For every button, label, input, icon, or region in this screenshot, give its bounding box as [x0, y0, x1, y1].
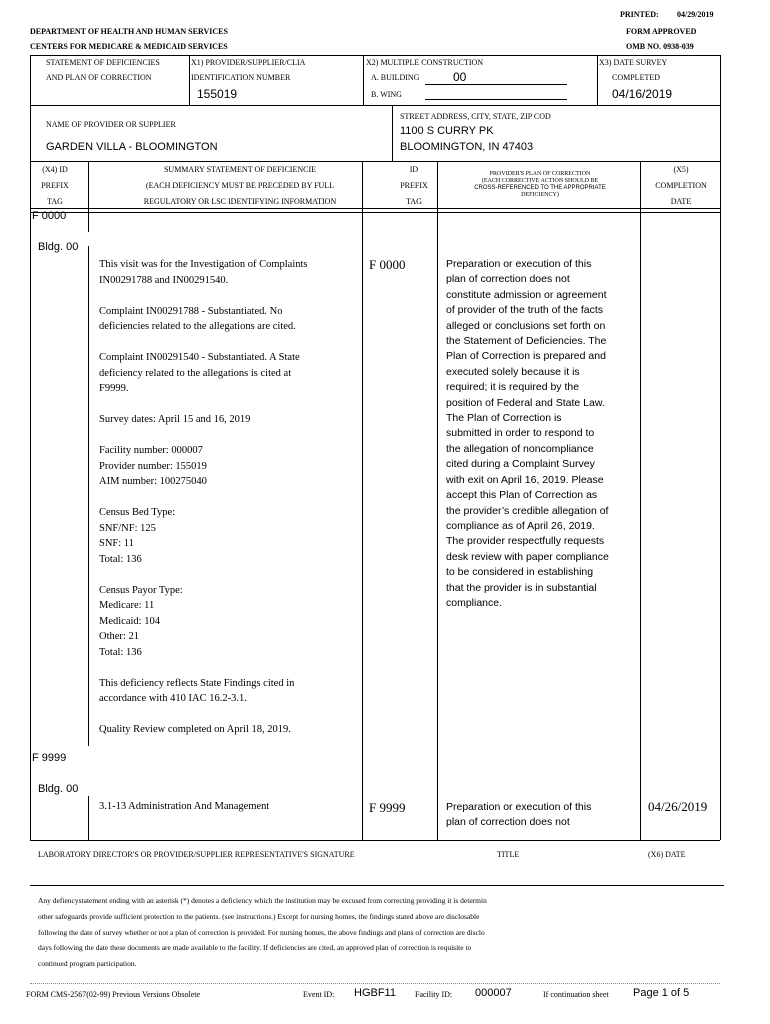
plan-of-correction-label: AND PLAN OF CORRECTION [46, 73, 152, 82]
event-id-label: Event ID: [303, 990, 335, 999]
summary-header: SUMMARY STATEMENT OF DEFICIENCIE [163, 165, 317, 174]
building-label: A. BUILDING [371, 73, 420, 82]
entry2-id-tag: F 9999 [369, 800, 406, 815]
x6-date-label: (X6) DATE [648, 850, 686, 859]
continuation-label: If continuation sheet [543, 990, 609, 999]
entry2-plan-of-correction: Preparation or execution of this plan of correction does not [446, 801, 592, 829]
x5-header: (X5) [673, 165, 689, 174]
provider-name-label: NAME OF PROVIDER OR SUPPLIER [46, 120, 176, 129]
building-value: 00 [453, 70, 467, 84]
poc-header-1: PROVIDER'S PLAN OF CORRECTION [489, 171, 591, 177]
summary-header-2: (EACH DEFICIENCY MUST BE PRECEDED BY FULL [145, 181, 335, 190]
summary-header-3: REGULATORY OR LSC IDENTIFYING INFORMATION [143, 197, 337, 206]
poc-header-3: CROSS-REFERENCED TO THE APPROPRIATE [474, 185, 606, 191]
identification-number-label: IDENTIFICATION NUMBER [191, 73, 291, 82]
id-tag-header: TAG [406, 197, 422, 206]
printed-date: 04/29/2019 [677, 10, 714, 19]
footnote: Any defiencystatement ending with an asterisk (*) denotes a deficiency which the institution may be excused from correcting providing it is determin other safeguards provide sufficient protection to the patients. (see instructions.) Except for nursing homes, the findings stated above are disclosable following the date of survey whether or not a plan of correction is provided. For nursing homes, the above findings and plans of correction are disclo days following the date these documents are made available to the facility. If deficiencies are cited, an approved plan of correction is requisite to continued program participation. [38, 896, 487, 969]
facility-id-label: Facility ID: [415, 990, 453, 999]
x4-header: (X4) ID [42, 165, 68, 174]
completed-label: COMPLETED [612, 73, 660, 82]
entry1-plan-of-correction: Preparation or execution of this plan of correction does not constitute admission or agreement of provider of the truth of the facts alleged or conclusions set forth on the Statement of Deficiencies. The Plan of Correction is prepared and executed solely because it is required; it is required by the position of Federal and State Law. The Plan of Correction is submitted in order to respond to the allegation of noncompliance cited during a Complaint Survey with exit on April 16, 2019. Please accept this Plan of Correction as the provider’s credible allegation of compliance as of April 26, 2019. The provider respectfully requests desk review with paper compliance to be considered in establishing that the provider is in substantial compliance. [446, 258, 609, 609]
address-line2: BLOOMINGTON, IN 47403 [400, 141, 534, 153]
poc-header-4: DEFICIENCY) [521, 192, 559, 198]
provider-id-value: 155019 [197, 87, 238, 101]
department-line: DEPARTMENT OF HEALTH AND HUMAN SERVICES [30, 27, 228, 36]
x3-label: X3) DATE SURVEY [599, 58, 668, 67]
poc-header [440, 171, 640, 199]
survey-completed-date: 04/16/2019 [612, 87, 673, 101]
entry1-building: Bldg. 00 [38, 241, 79, 253]
id-header: ID [409, 165, 419, 174]
address-line1: 1100 S CURRY PK [400, 125, 494, 137]
omb-number: OMB NO. 0938-039 [626, 42, 694, 51]
title-label: TITLE [497, 850, 520, 859]
signature-label: LABORATORY DIRECTOR'S OR PROVIDER/SUPPLIER REPRESENTATIVE'S SIGNATURE [38, 850, 355, 859]
date-header: DATE [670, 197, 692, 206]
completion-header: COMPLETION [655, 181, 707, 190]
entry2-summary: 3.1-13 Administration And Management [99, 801, 270, 812]
x2-label: X2) MULTIPLE CONSTRUCTION [366, 58, 484, 67]
wing-label: B. WING [371, 90, 402, 99]
entry1-tag: F 0000 [32, 210, 67, 222]
form-number: FORM CMS-2567(02-99) Previous Versions Obsolete [26, 990, 201, 999]
x4-tag-header: TAG [47, 197, 63, 206]
page-indicator: Page 1 of 5 [633, 987, 690, 999]
statement-label: STATEMENT OF DEFICIENCIES [46, 58, 160, 67]
id-prefix-header: PREFIX [400, 181, 428, 190]
entry2-tag: F 9999 [32, 752, 67, 764]
entry2-completion-date: 04/26/2019 [648, 799, 708, 814]
footnote-divider [30, 983, 720, 984]
entry1-summary: This visit was for the Investigation of Complaints IN00291788 and IN00291540. Complaint IN00291788 - Substantiated. No deficiencies related to the allegations are cited. Complaint IN00291540 - Substantiated. A State deficiency related to the allegations is cited at F9999. Survey dates: April 15 and 16, 2019 Facility number: 000007 Provider number: 155019 AIM number: 100275040 Census Bed Type: SNF/NF: 125 SNF: 11 Total: 136 Census Payor Type: Medicare: 11 Medicaid: 104 Other: 21 Total: 136 This deficiency reflects State Findings cited in accordance with 410 IAC 16.2-3.1. Quality Review completed on April 18, 2019. [99, 259, 308, 735]
entry1-id-tag: F 0000 [369, 257, 406, 272]
form-approved: FORM APPROVED [626, 27, 697, 36]
entry2-building: Bldg. 00 [38, 783, 79, 795]
address-label: STREET ADDRESS, CITY, STATE, ZIP COD [400, 112, 551, 121]
printed-label: PRINTED: [620, 10, 659, 19]
agency-line: CENTERS FOR MEDICARE & MEDICAID SERVICES [30, 42, 228, 51]
x4-prefix-header: PREFIX [41, 181, 69, 190]
x1-label: X1) PROVIDER/SUPPLIER/CLIA [191, 58, 306, 67]
facility-id-value: 000007 [475, 987, 512, 999]
poc-header-2: (EACH CORRECTIVE ACTION SHOULD BE [481, 178, 599, 184]
provider-name-value: GARDEN VILLA - BLOOMINGTON [46, 141, 218, 153]
event-id-value: HGBF11 [354, 987, 396, 999]
